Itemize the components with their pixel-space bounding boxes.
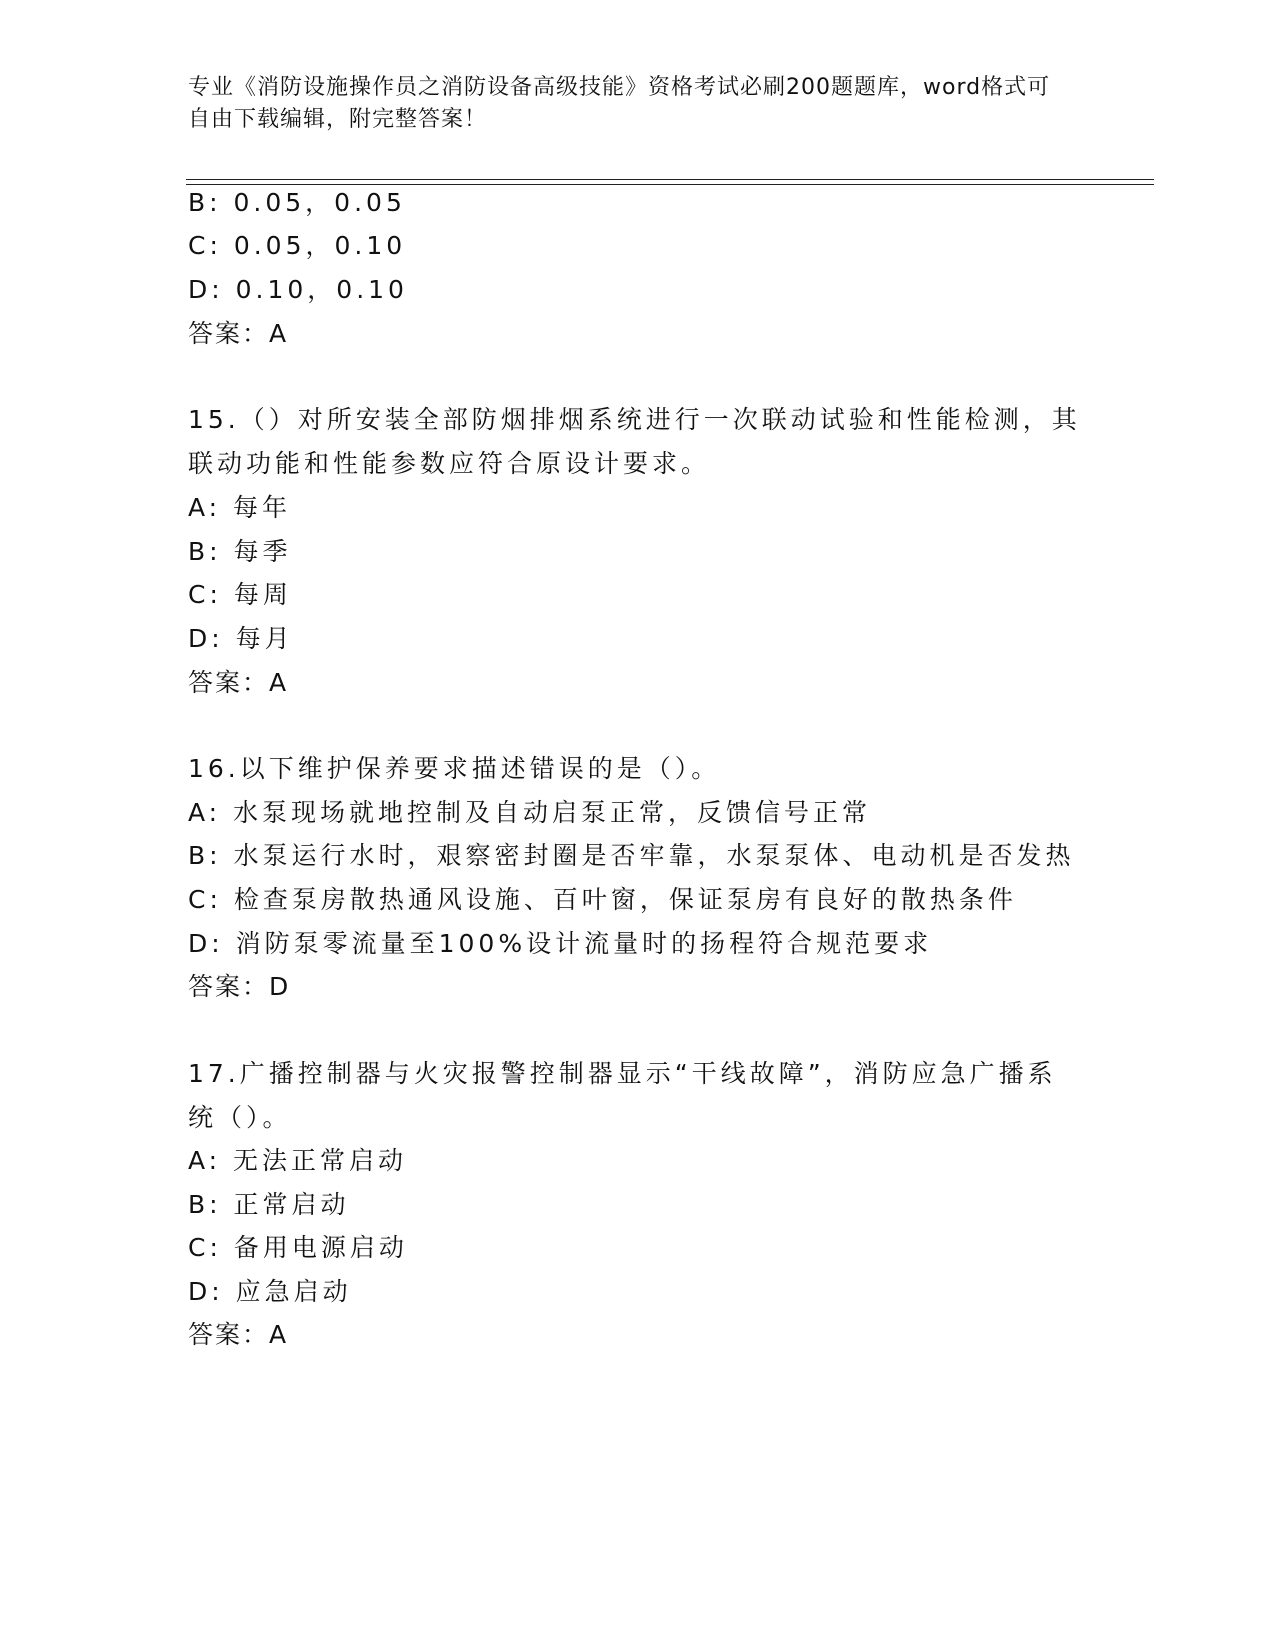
q15-option-c: C: 每周 bbox=[188, 580, 292, 609]
q14-answer: 答案：A bbox=[188, 319, 289, 348]
q16-option-a: A: 水泵现场就地控制及自动启泵正常，反馈信号正常 bbox=[188, 798, 872, 827]
q16-option-b: B: 水泵运行水时，艰察密封圈是否牢靠，水泵泵体、电动机是否发热 bbox=[188, 841, 1075, 870]
q14-option-d: D: 0.10，0.10 bbox=[188, 275, 408, 304]
q15-stem-line1: 15.（）对所安装全部防烟排烟系统进行一次联动试验和性能检测，其 bbox=[188, 405, 1081, 434]
q15-option-d: D: 每月 bbox=[188, 624, 294, 653]
q14-option-b: B: 0.05，0.05 bbox=[188, 188, 406, 217]
q16-answer: 答案：D bbox=[188, 972, 291, 1001]
q17-stem-line2: 统（）。 bbox=[188, 1103, 292, 1132]
q17-option-b: B: 正常启动 bbox=[188, 1190, 350, 1219]
q15-answer: 答案：A bbox=[188, 668, 289, 697]
q16-option-c: C: 检查泵房散热通风设施、百叶窗，保证泵房有良好的散热条件 bbox=[188, 885, 1017, 914]
q17-answer: 答案：A bbox=[188, 1320, 289, 1349]
q16-option-d: D: 消防泵零流量至100%设计流量时的扬程符合规范要求 bbox=[188, 929, 933, 958]
q15-option-a: A: 每年 bbox=[188, 493, 292, 522]
q17-option-a: A: 无法正常启动 bbox=[188, 1146, 408, 1175]
header-divider-top bbox=[186, 179, 1154, 180]
q15-stem-line2: 联动功能和性能参数应符合原设计要求。 bbox=[188, 449, 711, 478]
q17-option-c: C: 备用电源启动 bbox=[188, 1233, 408, 1262]
q17-stem-line1: 17.广播控制器与火灾报警控制器显示“干线故障”，消防应急广播系 bbox=[188, 1059, 1057, 1088]
q14-option-c: C: 0.05，0.10 bbox=[188, 231, 407, 260]
q15-option-b: B: 每季 bbox=[188, 537, 292, 566]
header-divider-bottom bbox=[186, 184, 1154, 185]
q17-option-d: D: 应急启动 bbox=[188, 1277, 352, 1306]
q16-stem-line1: 16.以下维护保养要求描述错误的是（）。 bbox=[188, 754, 721, 783]
document-header: 专业《消防设施操作员之消防设备高级技能》资格考试必刷200题题库，word格式可自由下载编辑，附完整答案！ bbox=[188, 75, 1051, 132]
